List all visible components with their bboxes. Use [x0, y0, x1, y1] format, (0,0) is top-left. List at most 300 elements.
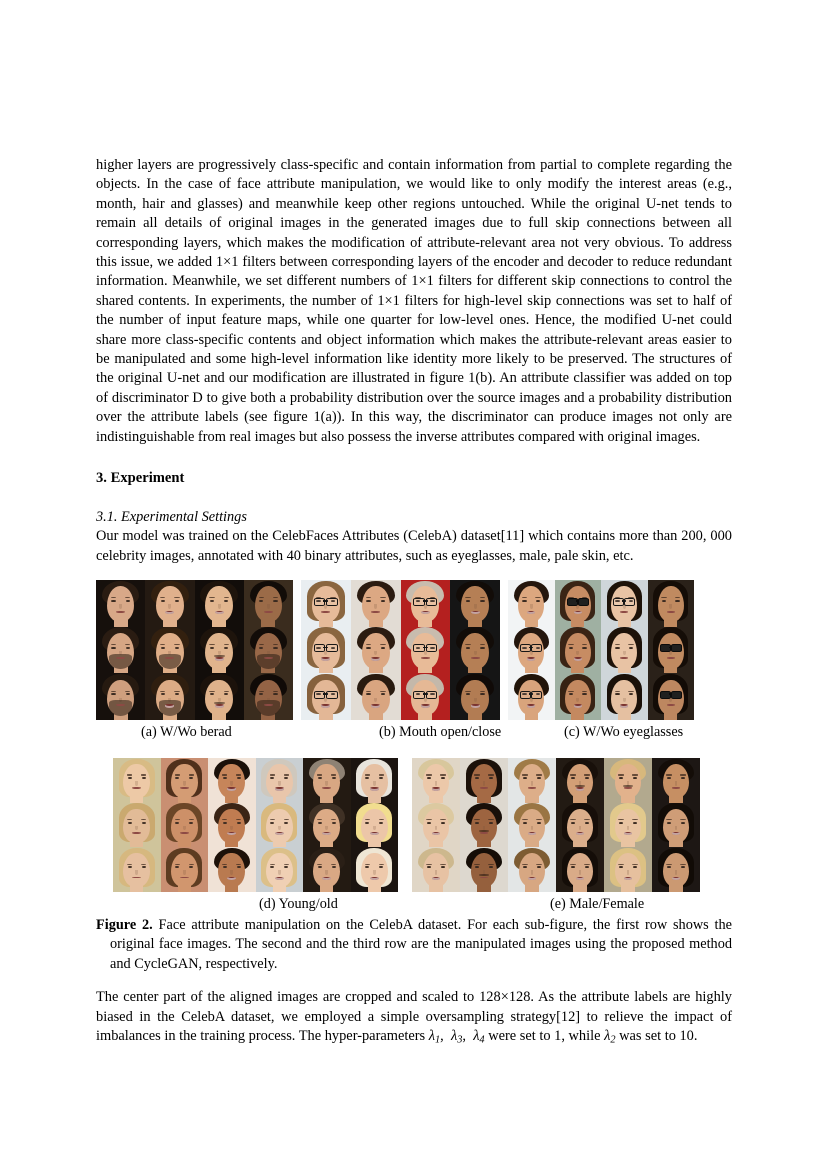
face-image [508, 803, 556, 848]
face-cell [256, 803, 304, 848]
face-cell [601, 673, 648, 720]
face-image [556, 758, 604, 803]
eye-r [381, 600, 385, 602]
eye-r [489, 822, 493, 824]
face-image [145, 673, 194, 720]
eyebrow-l [365, 774, 370, 775]
face-image [161, 758, 209, 803]
face-image [244, 627, 293, 674]
eyebrow-l [618, 864, 623, 865]
mouth-region [215, 704, 224, 708]
face-cell [652, 803, 700, 848]
eyebrow-l [474, 864, 479, 865]
subsection-heading-experimental-settings: 3.1. Experimental Settings [96, 509, 247, 526]
face-cell [604, 803, 652, 848]
face-cell [450, 627, 500, 674]
eye-r [480, 600, 484, 602]
face-cell [412, 847, 460, 892]
eye-r [332, 822, 336, 824]
mouth-region [527, 704, 535, 708]
face-cell [555, 580, 602, 627]
face-image [161, 803, 209, 848]
face-image [303, 758, 351, 803]
face-image [96, 580, 145, 627]
mouth-region [620, 704, 628, 708]
mouth-region [321, 611, 330, 613]
face-image [604, 758, 652, 803]
nose-region [183, 826, 186, 830]
face-image [351, 627, 401, 674]
face-cell [351, 847, 399, 892]
mouth-region [421, 704, 430, 708]
nose-region [474, 698, 477, 703]
eyebrow-l [111, 691, 116, 692]
eye-l [475, 822, 479, 824]
face-cell [604, 758, 652, 803]
mouth-region [432, 787, 441, 790]
face-cell [96, 580, 145, 627]
eyebrow-l [570, 864, 575, 865]
paragraph-training-part1: The center part of the aligned images are cropped and scaled to 128×128. As the attribute labels are highly biased in the CelebA dataset, we employed a simple oversampling strategy[12] to relieve the impact of imbalances in the training process. The hyper-parameters [96, 989, 732, 1044]
eyebrow-l [209, 644, 214, 645]
nose-region [119, 604, 122, 609]
eye-r [379, 822, 383, 824]
face-cell [508, 758, 556, 803]
face-image [450, 580, 500, 627]
eyebrow-l [465, 644, 470, 645]
face-cell [556, 803, 604, 848]
lambda-3-subscript: 3 [457, 1034, 463, 1046]
eyebrow-l [618, 774, 623, 775]
face-cell [401, 580, 451, 627]
face-cell [113, 758, 161, 803]
face-image [301, 627, 351, 674]
nose-region [278, 870, 281, 874]
subcaption-row-top [96, 720, 732, 744]
face-image [556, 847, 604, 892]
eye-r [681, 822, 685, 824]
eyebrow-l [175, 774, 180, 775]
face-image [351, 673, 401, 720]
eye-r [175, 647, 179, 649]
face-cell [508, 580, 555, 627]
face-image [652, 803, 700, 848]
face-image [555, 627, 602, 674]
face-image [351, 580, 401, 627]
eyebrow-r [480, 644, 485, 645]
eye-r [629, 647, 633, 649]
face-cell [652, 758, 700, 803]
lambda-2: λ [604, 1027, 611, 1044]
eyebrow-l [522, 864, 527, 865]
face-cell [648, 580, 695, 627]
face-image [208, 847, 256, 892]
face-cell [412, 758, 460, 803]
sunglasses-overlay [567, 598, 589, 604]
face-image [401, 673, 451, 720]
eyebrow-r [480, 691, 485, 692]
mouth-region [180, 832, 189, 834]
eyebrow-l [568, 644, 573, 645]
eyebrow-r [189, 864, 194, 865]
eye-l [223, 822, 227, 824]
beard-region [159, 700, 182, 716]
paragraph-dataset: Our model was trained on the CelebFaces Attributes (CelebA) dataset[11] which contains more than 200, 000 celebrity images, annotated with 40 binary attributes, such as eyeglasses, male, pale skin, etc. [96, 528, 732, 564]
eyebrow-l [666, 864, 671, 865]
eye-r [480, 647, 484, 649]
panel-a-with-without-beard [96, 580, 293, 720]
face-image [508, 758, 556, 803]
face-cell [161, 803, 209, 848]
eyebrow-r [284, 864, 289, 865]
eye-l [522, 600, 526, 602]
face-cell [303, 758, 351, 803]
eye-l [466, 647, 470, 649]
eyebrow-r [189, 774, 194, 775]
eye-l [615, 647, 619, 649]
mouth-region [227, 787, 236, 790]
panel-b-mouth-open-close [301, 580, 500, 720]
mouth-region [620, 611, 628, 613]
nose-region [278, 781, 281, 785]
subcaption-b: (b) Mouth open/close [379, 723, 502, 740]
mouth-region [132, 832, 141, 834]
mouth-region [574, 657, 582, 661]
face-image [256, 847, 304, 892]
eyebrow-l [366, 691, 371, 692]
lambda-separator-1: , [440, 1027, 444, 1044]
eyebrow-l [666, 774, 671, 775]
face-image [508, 580, 555, 627]
face-image [412, 758, 460, 803]
subcaption-d: (d) Young/old [259, 895, 338, 912]
eyebrow-r [273, 644, 278, 645]
mouth-region [264, 611, 273, 613]
subcaption-a: (a) W/Wo berad [141, 723, 232, 740]
eyebrow-r [174, 691, 179, 692]
face-cell [556, 758, 604, 803]
eyebrow-r [380, 691, 385, 692]
face-cell [460, 847, 508, 892]
subcaption-c: (c) W/Wo eyeglasses [564, 723, 684, 740]
mouth-region [667, 704, 675, 706]
eyebrow-l [522, 774, 527, 775]
face-cell [648, 673, 695, 720]
face-cell [303, 803, 351, 848]
figure-2-caption [96, 916, 732, 974]
eyeglasses-overlay [520, 644, 542, 650]
eye-l [128, 822, 132, 824]
subcaption-e: (e) Male/Female [550, 895, 645, 912]
face-cell [301, 673, 351, 720]
mouth-region [370, 787, 379, 790]
face-cell [145, 627, 194, 674]
face-image [508, 847, 556, 892]
eyebrow-l [426, 864, 431, 865]
lambda-1-subscript: 1 [434, 1034, 441, 1046]
eyebrow-l [615, 644, 620, 645]
nose-region [373, 781, 376, 785]
page-content [96, 156, 732, 1050]
mouth-region [116, 704, 125, 706]
sunglasses-overlay [660, 644, 682, 650]
face-image [145, 580, 194, 627]
eye-r [585, 822, 589, 824]
nose-region [474, 604, 477, 609]
eye-r [675, 600, 679, 602]
mouth-region [370, 877, 379, 880]
nose-region [183, 781, 186, 785]
eye-r [126, 647, 130, 649]
face-cell [195, 627, 244, 674]
face-image [351, 758, 399, 803]
face-cell [556, 847, 604, 892]
face-cell [145, 673, 194, 720]
face-image [604, 803, 652, 848]
eye-r [633, 822, 637, 824]
face-cell [244, 580, 293, 627]
beard-region [109, 700, 132, 716]
lambda-2-subscript: 2 [610, 1034, 616, 1046]
face-image [604, 847, 652, 892]
eyebrow-r [224, 691, 229, 692]
eyebrow-l [426, 774, 431, 775]
mouth-region [371, 657, 380, 661]
face-cell [303, 847, 351, 892]
eyebrow-l [259, 644, 264, 645]
face-image [450, 673, 500, 720]
eyebrow-l [127, 864, 132, 865]
paragraph-training-part2: were set to 1, while [484, 1027, 605, 1044]
face-cell [351, 627, 401, 674]
paragraph-training-part3: was set to 10. [615, 1027, 698, 1044]
face-cell [256, 758, 304, 803]
eye-l [111, 600, 115, 602]
mouth-region [471, 611, 480, 614]
mouth-region [165, 704, 174, 708]
face-cell [113, 803, 161, 848]
lambda-4-subscript: 4 [479, 1034, 485, 1046]
panel-d-young-old [113, 758, 398, 892]
eyebrow-r [628, 644, 633, 645]
eyebrow-l [209, 691, 214, 692]
eye-r [189, 822, 193, 824]
eyebrow-l [465, 691, 470, 692]
eye-r [582, 647, 586, 649]
face-image [556, 803, 604, 848]
eye-r [273, 600, 277, 602]
mouth-region [321, 704, 330, 708]
eye-r [284, 822, 288, 824]
face-image [195, 580, 244, 627]
eye-r [237, 822, 241, 824]
face-image [161, 847, 209, 892]
eyeglasses-overlay [413, 691, 437, 697]
nose-region [230, 781, 233, 785]
face-image [208, 758, 256, 803]
face-cell [401, 627, 451, 674]
eye-l [667, 822, 671, 824]
eyebrow-l [111, 644, 116, 645]
face-cell [96, 627, 145, 674]
face-image [256, 803, 304, 848]
eye-r [237, 777, 241, 779]
figure-row-bottom [96, 758, 732, 892]
face-image [301, 673, 351, 720]
eye-r [441, 822, 445, 824]
face-cell [208, 847, 256, 892]
eyebrow-l [222, 864, 227, 865]
eye-l [366, 647, 370, 649]
face-image [195, 673, 244, 720]
face-image [96, 673, 145, 720]
eye-l [161, 600, 165, 602]
paragraph-intro: higher layers are progressively class-specific and contain information from partial to complete regarding the objects. In the case of face attribute manipulation, we would like to only modify the interest areas (e.g., month, hair and glasses) and meanwhile keep other regions untouched. While the original U-net tends to remain all details of original images in the generated images due to full skip connections between all corresponding layers, which makes the modification of attribute-relevant area not very obvious. To address this issue, we added 1×1 filters between corresponding layers of the encoder and decoder to reduce redundant information. Meanwhile, we set different numbers of 1×1 filters for different skip connections to control the shared contents. In experiments, the number of 1×1 filters for high-level skip connections was set to half of the number of input feature maps, while one quarter for low-level ones. Hence, the modified U-net could share more class-specific contents and object information which makes the attribute-relevant areas easier to be manipulated and some high-level information like identity more likely to be preserved. The structures of the original U-net and our modification are illustrated in figure 1(b). An attribute classifier was added on top of discriminator D to give both a probability distribution over the source images and a probability distribution over the attribute labels (see figure 1(a)). In this way, the discriminator can produce images not only are indistinguishable from real images but also possess the inverse attributes compared with original images. [96, 157, 732, 445]
face-cell [604, 847, 652, 892]
eye-r [273, 647, 277, 649]
face-image [113, 847, 161, 892]
eyeglasses-overlay [413, 598, 437, 604]
nose-region [623, 698, 626, 703]
face-image [601, 627, 648, 674]
face-image [113, 758, 161, 803]
face-image [113, 803, 161, 848]
face-cell [601, 627, 648, 674]
face-image [303, 847, 351, 892]
face-image [555, 580, 602, 627]
face-cell [508, 847, 556, 892]
mouth-region [275, 787, 284, 790]
nose-region [373, 826, 376, 830]
face-cell [301, 580, 351, 627]
face-image [412, 803, 460, 848]
face-cell [450, 580, 500, 627]
face-cell [145, 580, 194, 627]
eyebrow-l [570, 774, 575, 775]
face-image [460, 803, 508, 848]
eyeglasses-overlay [613, 598, 635, 604]
face-image [648, 673, 695, 720]
face-image [508, 627, 555, 674]
eyebrow-r [273, 691, 278, 692]
face-image [208, 803, 256, 848]
eyeglasses-overlay [520, 691, 542, 697]
eye-l [427, 822, 431, 824]
face-cell [208, 803, 256, 848]
eyeglasses-overlay [314, 598, 338, 604]
eyebrow-l [568, 691, 573, 692]
face-image [652, 847, 700, 892]
beard-region [257, 700, 280, 716]
nose-region [373, 870, 376, 874]
eye-l [161, 647, 165, 649]
face-cell [450, 673, 500, 720]
beard-region [109, 654, 132, 670]
subcaption-row-bottom [96, 892, 732, 916]
eyebrow-l [474, 774, 479, 775]
eye-r [381, 647, 385, 649]
face-image [244, 580, 293, 627]
eyeglasses-overlay [413, 644, 437, 650]
lambda-3: λ [450, 1027, 458, 1044]
eyebrow-r [628, 691, 633, 692]
face-cell [555, 673, 602, 720]
section-heading-experiment: 3. Experiment [96, 470, 185, 487]
face-cell [351, 758, 399, 803]
eye-l [366, 600, 370, 602]
face-image [412, 847, 460, 892]
face-cell [161, 758, 209, 803]
eye-r [224, 647, 228, 649]
face-cell [460, 803, 508, 848]
mouth-region [667, 611, 675, 613]
face-cell [508, 803, 556, 848]
eyebrow-r [379, 864, 384, 865]
face-image [244, 673, 293, 720]
eyebrow-l [270, 774, 275, 775]
figure-2-caption-label: Figure 2. [96, 916, 153, 933]
face-image [555, 673, 602, 720]
face-cell [244, 673, 293, 720]
mouth-region [576, 787, 585, 790]
eye-l [569, 647, 573, 649]
face-cell [195, 580, 244, 627]
face-image [401, 627, 451, 674]
eye-l [523, 822, 527, 824]
face-cell [256, 847, 304, 892]
face-image [351, 803, 399, 848]
mouth-region [480, 832, 489, 834]
nose-region [278, 826, 281, 830]
face-cell [412, 803, 460, 848]
mouth-region [371, 704, 380, 708]
face-cell [96, 673, 145, 720]
mouth-region [116, 611, 125, 613]
eyebrow-l [317, 864, 322, 865]
eye-r [142, 822, 146, 824]
face-image [460, 758, 508, 803]
eyebrow-l [615, 691, 620, 692]
eyebrow-r [224, 644, 229, 645]
face-image [96, 627, 145, 674]
face-image [450, 627, 500, 674]
mouth-region [275, 877, 284, 880]
face-cell [208, 758, 256, 803]
eyebrow-l [259, 691, 264, 692]
face-cell [401, 673, 451, 720]
face-image [145, 627, 194, 674]
face-image [652, 758, 700, 803]
figure-2 [96, 580, 732, 974]
face-image [648, 627, 695, 674]
mouth-region [527, 657, 535, 661]
eyeglasses-overlay [314, 644, 338, 650]
face-cell [161, 847, 209, 892]
eyeglasses-overlay [314, 691, 338, 697]
face-cell [508, 627, 555, 674]
mouth-region [215, 657, 224, 661]
face-cell [601, 580, 648, 627]
nose-region [325, 781, 328, 785]
eye-r [142, 777, 146, 779]
mouth-region [264, 704, 273, 706]
eyebrow-r [379, 774, 384, 775]
face-image [256, 758, 304, 803]
figure-2-caption-text: Face attribute manipulation on the CelebA dataset. For each sub-figure, the first row shows the original face images. The second and the third row are the manipulated images using the proposed method and CycleGAN, respectively. [110, 916, 732, 972]
eye-r [332, 777, 336, 779]
eyebrow-r [284, 774, 289, 775]
face-cell [351, 673, 401, 720]
